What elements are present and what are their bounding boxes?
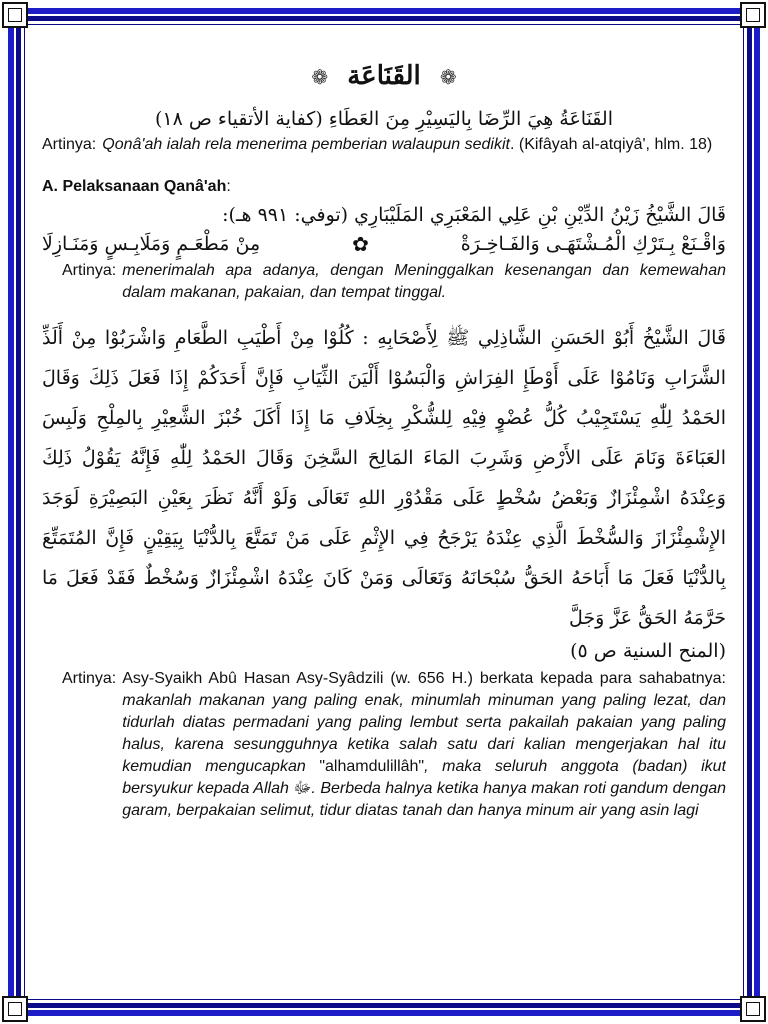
hikmah-translation-part3: "alhamdulillâh" bbox=[319, 758, 425, 775]
poem-verse bbox=[42, 232, 726, 256]
definition-arabic: القَنَاعَةُ هِيَ الرِّضَا بِاليَسِيْرِ مِنَ العَطَاءِ (كفاية الأتقياء ص ١٨) bbox=[155, 108, 613, 130]
hikmah-translation-part1: Asy-Syaikh Abû Hasan Asy-Syâdzili (w. 656 H.) berkata kepada para sahabatnya: bbox=[122, 670, 726, 687]
hikmah-translation-part5: . Berbeda halnya ketika hanya makan roti gandum dengan garam, berpakaian selimut, tidur diatas tanah dan hanya minum air yang asin lagi bbox=[122, 780, 726, 819]
page-content bbox=[42, 56, 726, 976]
hikmah-arabic-paragraph: قَالَ الشَّيْخُ أَبُوْ الحَسَنِ الشَّاذِلِي ﷺ لِأَصْحَابِهِ : كُلُوْا مِنْ أَطْيَبِ الطَّعَامِ وَاشْرَبُوْا مِنْ أَلَذِّ الشَّرَابِ وَنَامُوْا عَلَى أَوْطَإِ الفِرَاشِ وَالْبَسُوْا أَلْيَنَ الثِّيَابِ فَإِنَّ أَحَدَكُمْ إِذَا فَعَلَ ذَلِكَ وَقَالَ الحَمْدُ لِلّٰهِ يَسْتَجِيْبُ كُلُّ عُضْوٍ فِيْهِ لِلشُّكْرِ بِخِلَافِ مَا إِذَا أَكَلَ خُبْزَ الشَّعِيْرِ بِالمِلْحِ وَلَبِسَ العَبَاءَةَ وَنَامَ عَلَى الأَرْضِ وَشَرِبَ المَاءَ المَالِحَ السَّخِنَ وَقَالَ الحَمْدُ لِلّٰهِ فَإِنَّهُ يَقُوْلُ ذَلِكَ وَعِنْدَهُ اشْمِئْزَازٌ وَبَعْضُ سُخْطٍ عَلَى مَقْدُوْرِ اللهِ تَعَالَى وَلَوْ أَنَّهُ نَظَرَ بِعَيْنِ البَصِيْرَةِ لَوَجَدَ الإِشْمِئْزَازَ وَالسُّخْطَ الَّذِي عِنْدَهُ يَرْجَحُ فِي الإِثْمِ عَلَى مَنْ تَمَتَّعَ بِالدُّنْيَا بِيَقِيْنٍ فَإِنَّ المُتَمَتِّعَ بِالدُّنْيَا فَعَلَ مَا أَبَاحَهُ الحَقُّ سُبْحَانَهُ وَتَعَالَى وَمَنْ كَانَ عِنْدَهُ اشْمِئْزَازٌ وَسُخْطٌ فَقَدْ فَعَلَ مَا حَرَّمَهُ الحَقُّ عَزَّ وَجَلَّ bbox=[42, 327, 726, 629]
hikmah-translation-part2: makanlah makanan yang paling enak, minumlah minuman yang paling lezat, dan tidurlah diatas permadani yang paling lembut serta pakailah pakaian yang paling halus, karena sesungguhnya ketika salah satu dari kalian mengerjakan hal itu kemudian mengucapkan bbox=[122, 692, 726, 775]
verse-intro-arabic: قَالَ الشَّيْخُ زَيْنُ الدِّيْنِ بْنِ عَلِي المَعْبَرِي المَلَيْبَارِي (توفي: ٩٩١ هـ): bbox=[222, 204, 726, 226]
section-heading-text: A. Pelaksanaan Qanâ'ah bbox=[42, 178, 227, 195]
definition-source: . (Kifâyah al-atqiyâ', hlm. 18) bbox=[509, 136, 713, 153]
corner-ornament-top-left bbox=[2, 2, 28, 28]
hikmah-translation-part4: , maka seluruh anggota (badan) ikut bersyukur kepada Allah bbox=[122, 758, 726, 797]
section-heading: A. Pelaksanaan Qanâ'ah: bbox=[42, 178, 231, 195]
hikmah-source: (المنح السنية ص ٥) bbox=[570, 640, 726, 662]
flower-separator-icon: ✿ bbox=[352, 232, 369, 256]
title-ornament-right-icon: ❁ bbox=[439, 65, 457, 89]
corner-ornament-top-right bbox=[740, 2, 766, 28]
hikmah-translation bbox=[62, 668, 726, 822]
title-ornament-left-icon: ❁ bbox=[311, 65, 329, 89]
definition-translation bbox=[42, 134, 726, 156]
corner-ornament-bottom-left bbox=[2, 996, 28, 1022]
verse-translation-text: menerimalah apa adanya, dengan Meninggalkan kesenangan dan kemewahan dalam makanan, pakaian, dan tempat tinggal. bbox=[122, 262, 726, 301]
page-title bbox=[42, 56, 726, 96]
definition-label: Artinya: bbox=[42, 136, 97, 153]
hikmah-translation-label: Artinya: bbox=[62, 670, 117, 687]
jalla-jalaluh-icon: ﷻ bbox=[293, 780, 312, 797]
corner-ornament-bottom-right bbox=[740, 996, 766, 1022]
verse-first-half: وَاقْـنَعْ بِـتَرْكِ الْمُـشْتَهَـى وَالفَـاخِـرَةْ bbox=[460, 233, 726, 255]
verse-translation-label: Artinya: bbox=[62, 262, 117, 279]
verse-second-half: مِنْ مَطْعَـمٍ وَمَلَابِـسٍ وَمَنَـازِلَا bbox=[42, 233, 261, 255]
title-text: القَنَاعَة bbox=[347, 61, 421, 91]
verse-translation bbox=[62, 260, 726, 304]
definition-translation-italic: Qonâ'ah ialah rela menerima pemberian walaupun sedikit bbox=[102, 136, 510, 153]
